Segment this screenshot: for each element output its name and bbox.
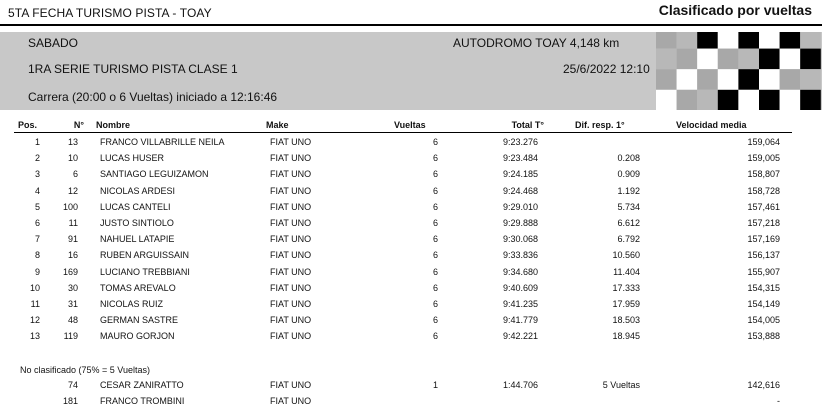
row-position: 4 <box>34 185 40 196</box>
row-position: 6 <box>34 218 40 228</box>
row-gap: 11.404 <box>613 266 640 277</box>
row-car-number: 74 <box>67 380 78 390</box>
checker-square <box>656 49 677 70</box>
checker-square <box>800 69 821 90</box>
row-gap: 0.909 <box>617 169 640 180</box>
row-avg-speed: 142,616 <box>747 380 780 390</box>
row-position: 1 <box>34 137 40 147</box>
row-laps: 6 <box>432 169 438 180</box>
row-make: FIAT UNO <box>270 185 312 196</box>
row-car-number: 6 <box>72 169 78 180</box>
row-driver-name: LUCAS CANTELI <box>100 201 171 212</box>
row-driver-name: FRANCO TROMBINI <box>100 396 185 406</box>
checker-square <box>759 69 780 90</box>
row-position: 12 <box>29 315 40 326</box>
row-total-time: 9:41.235 <box>502 299 538 309</box>
row-total-time: 9:42.221 <box>502 331 538 342</box>
row-gap: 6.612 <box>617 218 640 228</box>
result-row <box>0 283 822 299</box>
row-car-number: 16 <box>67 250 78 261</box>
result-row <box>0 137 822 153</box>
row-laps: 6 <box>432 201 438 212</box>
row-gap: 6.792 <box>617 234 640 245</box>
row-gap: 18.945 <box>612 331 640 342</box>
checker-square <box>738 69 759 90</box>
row-car-number: 169 <box>62 266 78 277</box>
result-row <box>0 234 822 250</box>
result-row <box>0 250 822 266</box>
checker-square <box>697 49 718 70</box>
row-driver-name: GERMAN SASTRE <box>100 315 179 326</box>
row-laps: 6 <box>432 331 438 342</box>
checker-square <box>780 32 801 49</box>
session-banner <box>0 32 822 110</box>
checker-square <box>718 49 739 70</box>
not-classified-label: No clasificado (75% = 5 Vueltas) <box>20 365 150 375</box>
row-total-time: 9:29.888 <box>502 218 538 228</box>
row-avg-speed: 159,005 <box>747 153 780 164</box>
row-position: 10 <box>29 282 40 293</box>
row-laps: 6 <box>432 299 438 309</box>
header-divider <box>0 24 822 26</box>
row-car-number: 11 <box>68 218 78 228</box>
row-make: FIAT UNO <box>270 201 312 212</box>
row-car-number: 30 <box>67 282 78 293</box>
checker-square <box>780 69 801 90</box>
row-make: FIAT UNO <box>270 137 312 147</box>
row-position: 3 <box>34 169 40 180</box>
row-position: 2 <box>34 153 40 164</box>
result-row <box>0 331 822 347</box>
checker-square <box>697 32 718 49</box>
result-row <box>0 218 822 234</box>
checker-square <box>738 32 759 49</box>
row-total-time: 9:33.836 <box>502 250 538 261</box>
result-row <box>0 315 822 331</box>
day-label: SABADO <box>28 36 79 50</box>
row-car-number: 48 <box>67 315 78 326</box>
row-gap: 10.560 <box>612 250 640 261</box>
checker-square <box>759 90 780 110</box>
row-total-time: 9:24.185 <box>502 169 538 180</box>
row-laps: 6 <box>432 266 438 277</box>
row-gap: 5.734 <box>617 201 640 212</box>
row-total-time: 9:23.484 <box>502 153 538 164</box>
row-laps: 6 <box>432 234 438 245</box>
row-make: FIAT UNO <box>270 331 312 342</box>
row-car-number: 31 <box>67 299 78 309</box>
row-driver-name: NAHUEL LATAPIE <box>100 234 175 245</box>
result-row <box>0 186 822 202</box>
row-total-time: 9:29.010 <box>502 201 538 212</box>
race-info-label: Carrera (20:00 o 6 Vueltas) iniciado a 12:16:46 <box>28 90 278 104</box>
checker-square <box>759 49 780 70</box>
checker-square <box>677 49 698 70</box>
row-car-number: 13 <box>67 137 78 147</box>
checker-square <box>697 90 718 110</box>
row-position: 5 <box>34 201 40 212</box>
row-laps: 6 <box>432 282 438 293</box>
row-gap: 17.959 <box>612 299 640 309</box>
checker-square <box>738 49 759 70</box>
row-laps: 6 <box>432 250 438 261</box>
row-car-number: 91 <box>67 234 78 245</box>
checker-square <box>800 32 821 49</box>
row-avg-speed: 157,218 <box>747 218 780 228</box>
row-make: FIAT UNO <box>270 396 312 406</box>
checker-square <box>780 90 801 110</box>
row-laps: 1 <box>432 380 438 390</box>
checker-square <box>656 69 677 90</box>
row-position: 8 <box>34 250 40 261</box>
row-make: FIAT UNO <box>270 315 312 326</box>
row-driver-name: JUSTO SINTIOLO <box>100 218 174 228</box>
session-label: 1RA SERIE TURISMO PISTA CLASE 1 <box>28 62 238 76</box>
row-laps: 6 <box>432 153 438 164</box>
result-row <box>0 299 822 315</box>
column-header-divider <box>14 132 792 133</box>
row-avg-speed: 158,807 <box>747 169 780 180</box>
row-position: 13 <box>29 331 40 342</box>
row-avg-speed: 154,005 <box>747 315 780 326</box>
row-car-number: 181 <box>62 396 78 406</box>
row-laps: 6 <box>432 185 438 196</box>
col-header-total: Total T° <box>511 120 544 130</box>
row-avg-speed: 154,315 <box>747 282 780 293</box>
row-make: FIAT UNO <box>270 153 312 164</box>
row-position: 9 <box>34 266 40 277</box>
result-row <box>0 396 822 412</box>
row-car-number: 100 <box>62 201 78 212</box>
row-avg-speed: 159,064 <box>747 137 780 147</box>
col-header-name: Nombre <box>96 120 131 130</box>
row-make: FIAT UNO <box>270 299 312 309</box>
result-row <box>0 267 822 283</box>
row-driver-name: SANTIAGO LEGUIZAMON <box>100 169 209 180</box>
result-row <box>0 169 822 185</box>
row-avg-speed: 158,728 <box>747 185 780 196</box>
row-driver-name: NICOLAS ARDESI <box>100 185 176 196</box>
row-avg-speed: 157,169 <box>747 234 780 245</box>
col-header-laps: Vueltas <box>394 120 426 130</box>
checker-square <box>738 90 759 110</box>
row-avg-speed: - <box>777 396 780 406</box>
checker-square <box>677 32 698 49</box>
datetime-label: 25/6/2022 12:10 <box>563 62 650 76</box>
row-position: 7 <box>34 234 40 245</box>
checker-square <box>780 49 801 70</box>
row-gap: 1.192 <box>617 185 640 196</box>
col-header-speed: Velocidad media <box>676 120 747 130</box>
row-total-time: 9:30.068 <box>502 234 538 245</box>
row-total-time: 1:44.706 <box>502 380 538 390</box>
report-title: Clasificado por vueltas <box>658 2 812 18</box>
row-driver-name: CESAR ZANIRATTO <box>100 380 184 390</box>
row-avg-speed: 154,149 <box>747 299 780 309</box>
row-gap: 18.503 <box>612 315 640 326</box>
row-car-number: 12 <box>67 185 78 196</box>
row-avg-speed: 153,888 <box>747 331 780 342</box>
row-avg-speed: 157,461 <box>747 201 780 212</box>
row-total-time: 9:40.609 <box>502 282 538 293</box>
row-make: FIAT UNO <box>270 282 312 293</box>
checker-square <box>718 90 739 110</box>
checker-square <box>800 90 821 110</box>
row-total-time: 9:23.276 <box>502 137 538 147</box>
row-car-number: 119 <box>63 331 78 342</box>
row-make: FIAT UNO <box>270 169 312 180</box>
row-driver-name: NICOLAS RUIZ <box>100 299 164 309</box>
col-header-make: Make <box>266 120 289 130</box>
checker-square <box>697 69 718 90</box>
checker-square <box>656 90 677 110</box>
row-gap: 5 Vueltas <box>602 380 640 390</box>
row-driver-name: LUCAS HUSER <box>100 153 165 164</box>
event-title: 5TA FECHA TURISMO PISTA - TOAY <box>8 6 212 20</box>
row-total-time: 9:24.468 <box>502 185 538 196</box>
row-laps: 6 <box>432 315 438 326</box>
row-make: FIAT UNO <box>270 234 312 245</box>
row-driver-name: TOMAS AREVALO <box>100 282 176 293</box>
row-make: FIAT UNO <box>270 266 312 277</box>
col-header-gap: Dif. resp. 1° <box>575 120 625 130</box>
row-avg-speed: 156,137 <box>747 250 780 261</box>
row-laps: 6 <box>432 137 438 147</box>
row-driver-name: RUBEN ARGUISSAIN <box>100 250 190 261</box>
checker-square <box>677 69 698 90</box>
row-make: FIAT UNO <box>270 250 312 261</box>
checker-square <box>677 90 698 110</box>
row-total-time: 9:41.779 <box>502 315 538 326</box>
row-position: 11 <box>30 299 40 309</box>
result-row <box>0 202 822 218</box>
checker-square <box>656 32 677 49</box>
row-driver-name: MAURO GORJON <box>100 331 175 342</box>
col-header-num: N° <box>73 120 84 130</box>
circuit-label: AUTODROMO TOAY 4,148 km <box>453 36 620 50</box>
row-driver-name: FRANCO VILLABRILLE NEILA <box>100 137 225 147</box>
row-make: FIAT UNO <box>270 380 312 390</box>
checker-square <box>800 49 821 70</box>
checker-square <box>759 32 780 49</box>
row-driver-name: LUCIANO TREBBIANI <box>100 266 190 277</box>
row-gap: 0.208 <box>617 153 640 164</box>
row-avg-speed: 155,907 <box>747 266 780 277</box>
result-row <box>0 153 822 169</box>
row-make: FIAT UNO <box>270 218 312 228</box>
row-gap: 17.333 <box>612 282 640 293</box>
row-car-number: 10 <box>67 153 78 164</box>
result-row <box>0 380 822 396</box>
checker-square <box>718 32 739 49</box>
row-laps: 6 <box>432 218 438 228</box>
row-total-time: 9:34.680 <box>502 266 538 277</box>
col-header-pos: Pos. <box>18 120 38 130</box>
checker-square <box>718 69 739 90</box>
